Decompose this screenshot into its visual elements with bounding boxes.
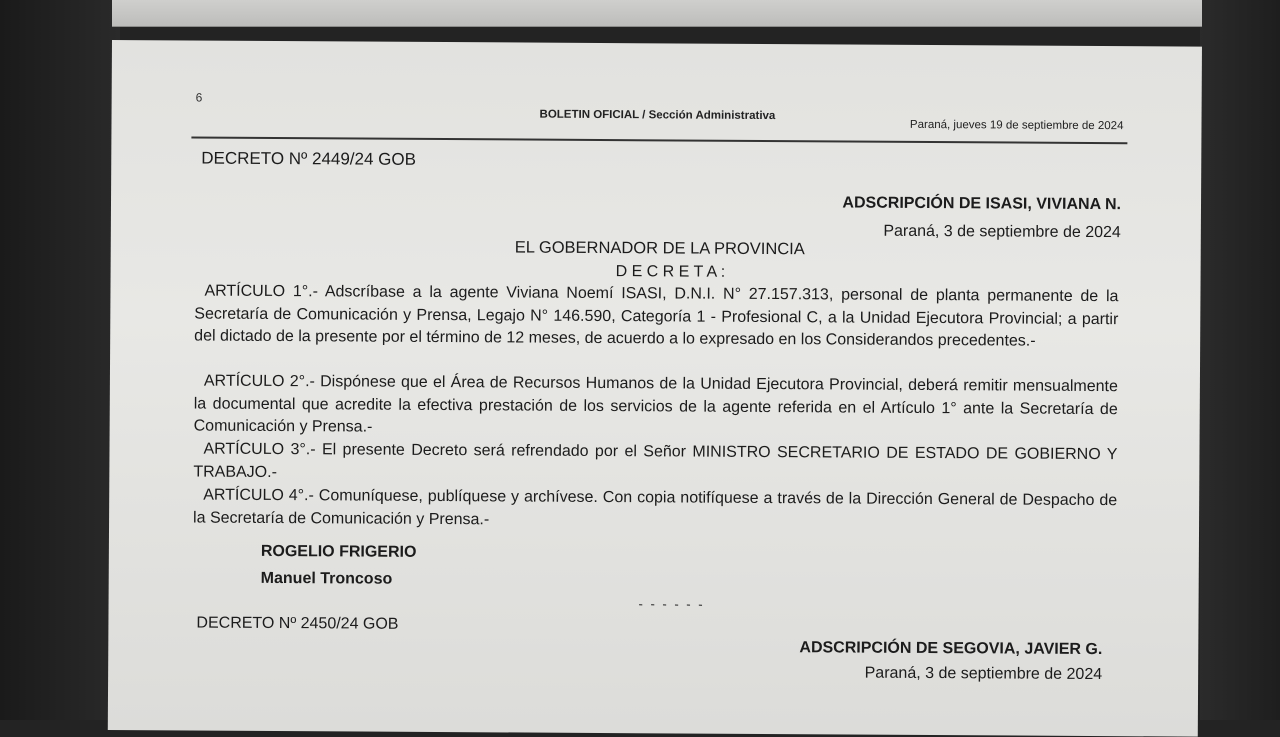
previous-page-edge xyxy=(112,0,1202,27)
decree-2-number: DECRETO Nº 2450/24 GOB xyxy=(196,614,399,633)
page-number: 6 xyxy=(195,90,203,105)
publication-date: Paraná, jueves 19 de septiembre de 2024 xyxy=(909,118,1124,133)
signature-governor: ROGELIO FRIGERIO xyxy=(260,542,417,561)
decree-place-date: Paraná, 3 de septiembre de 2024 xyxy=(883,222,1121,242)
monitor-bezel-left xyxy=(0,0,120,720)
decree-authority: EL GOBERNADOR DE LA PROVINCIA xyxy=(514,238,805,259)
document-page xyxy=(108,40,1202,737)
decree-2-subject: ADSCRIPCIÓN DE SEGOVIA, JAVIER G. xyxy=(799,639,1103,659)
header-rule xyxy=(191,136,1127,143)
publication-title: BOLETIN OFICIAL / Sección Administrativa xyxy=(539,108,776,123)
signature-minister: Manuel Troncoso xyxy=(260,569,393,588)
article-1: ARTÍCULO 1°.- Adscríbase a la agente Viviana Noemí ISASI, D.N.I. N° 27.157.313, personal de planta permanente de la Secretaría de Comunicación y Prensa, Legajo N° 146.590, Categoría 1 - Profesional C, a la Unidad Ejecutora Provincial; a partir del dictado de la presente por el término de 12 meses, de acuerdo a lo expresado en los Considerandos precedentes.- xyxy=(194,282,1119,350)
decree-separator: - - - - - - xyxy=(638,596,705,612)
article-2: ARTÍCULO 2°.- Dispónese que el Área de Recursos Humanos de la Unidad Ejecutora Provincial, deberá remitir mensualmente la documental que acredite la efectiva prestación de los servicios de la agente referida en el Artículo 1° ante la Secretaría de Comunicación y Prensa.- xyxy=(193,372,1118,436)
article-3: ARTÍCULO 3°.- El presente Decreto será refrendado por el Señor MINISTRO SECRETARIO DE ESTADO DE GOBIERNO Y TRABAJO.- xyxy=(193,440,1118,481)
decree-decreta: D E C R E T A : xyxy=(615,263,726,281)
decree-2-place-date: Paraná, 3 de septiembre de 2024 xyxy=(864,664,1103,684)
article-4: ARTÍCULO 4°.- Comuníquese, publíquese y archívese. Con copia notifíquese a través de la Dirección General de Despacho de la Secretaría de Comunicación y Prensa.- xyxy=(193,486,1118,528)
decree-number: DECRETO Nº 2449/24 GOB xyxy=(201,148,417,169)
decree-subject: ADSCRIPCIÓN DE ISASI, VIVIANA N. xyxy=(842,194,1122,214)
monitor-bezel-right xyxy=(1200,0,1280,720)
